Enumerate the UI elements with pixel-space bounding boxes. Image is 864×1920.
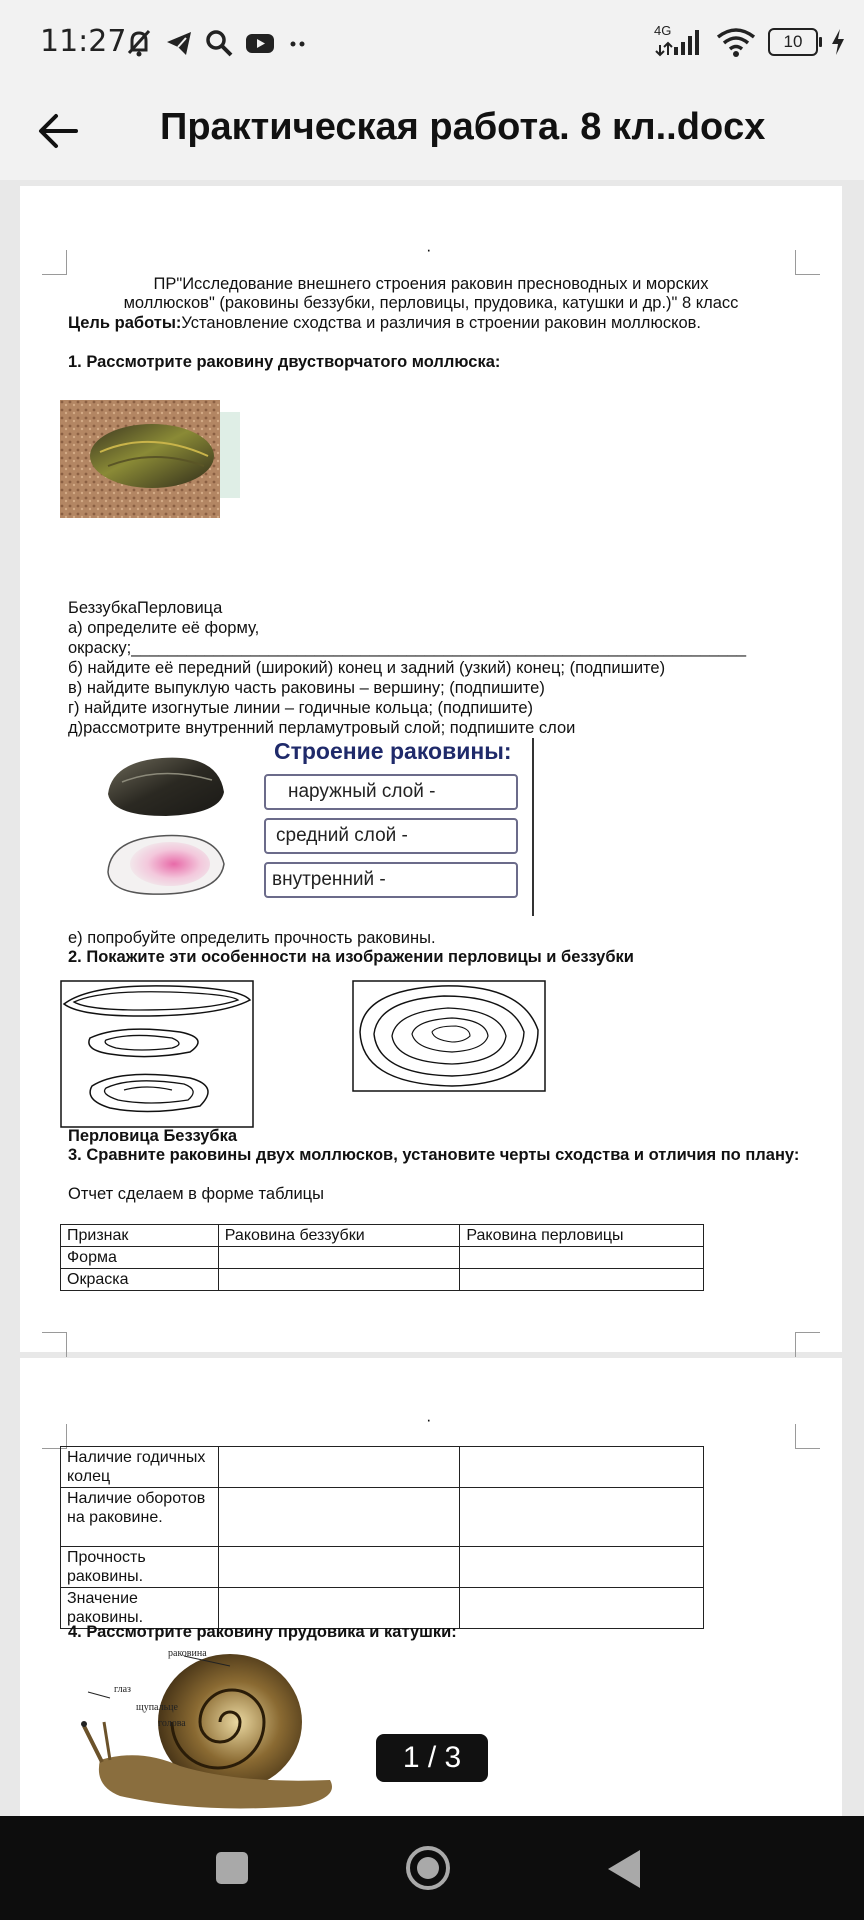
snail-label-tentacle: щупальце xyxy=(136,1702,178,1713)
species-names: БеззубкаПерловица xyxy=(68,599,223,617)
corner-mark xyxy=(795,1424,820,1449)
pearl-mussel-outline xyxy=(60,980,254,1128)
caption-2: Перловица Беззубка xyxy=(68,1127,238,1145)
mussel-photo xyxy=(60,400,260,520)
more-dots-icon xyxy=(286,28,310,58)
goal-line xyxy=(68,313,701,333)
table-cell xyxy=(218,1447,460,1488)
table-row xyxy=(61,1447,704,1488)
task-2: 2. Покажите эти особенности на изображении перловицы и беззубки xyxy=(68,948,634,966)
item-a-line-2: окраску;___________________________________________________________________ xyxy=(68,639,747,657)
item-d: д)рассмотрите внутренний перламутровый слой; подпишите слои xyxy=(68,719,576,737)
header-cell: Раковина перловицы xyxy=(460,1225,704,1247)
corner-mark xyxy=(42,1332,67,1357)
table-row xyxy=(61,1547,704,1588)
system-nav-bar xyxy=(0,1816,864,1920)
inner-layer-label: внутренний - xyxy=(272,869,386,890)
table-cell xyxy=(218,1247,460,1269)
comparison-table-continued xyxy=(60,1446,704,1629)
figure-divider xyxy=(532,738,534,916)
table-row xyxy=(61,1488,704,1547)
table-header-row xyxy=(61,1225,704,1247)
outer-layer-label: наружный слой - xyxy=(288,781,436,802)
recents-square-icon[interactable] xyxy=(216,1852,248,1884)
table-cell xyxy=(460,1247,704,1269)
status-bar xyxy=(0,0,864,86)
document-page-1 xyxy=(20,186,842,1352)
inner-layer-box xyxy=(264,862,518,898)
table-cell xyxy=(460,1547,704,1588)
middle-layer-label: средний слой - xyxy=(276,825,408,846)
corner-mark xyxy=(795,1332,820,1357)
shell-images xyxy=(102,744,232,914)
structure-heading: Строение раковины: xyxy=(274,738,512,764)
bell-off-icon xyxy=(124,28,154,58)
task-4: 4. Рассмотрите раковину прудовика и катушки: xyxy=(68,1623,457,1641)
comparison-table xyxy=(60,1224,704,1291)
page-dot: · xyxy=(426,1411,432,1429)
app-bar xyxy=(0,86,864,180)
table-cell xyxy=(460,1588,704,1629)
youtube-icon xyxy=(244,28,276,58)
wifi-icon xyxy=(716,25,756,59)
table-cell xyxy=(218,1269,460,1291)
table-cell: Прочность раковины. xyxy=(61,1547,219,1588)
item-a-line-1: а) определите её форму, xyxy=(68,619,260,637)
network-type: 4G xyxy=(654,23,672,38)
table-cell xyxy=(218,1547,460,1588)
home-circle-icon[interactable] xyxy=(404,1844,452,1892)
snail-illustration xyxy=(80,1648,360,1818)
back-triangle-icon[interactable] xyxy=(606,1848,642,1890)
report-text: Отчет сделаем в форме таблицы xyxy=(68,1185,324,1203)
shell-structure-figure xyxy=(102,738,522,916)
signal-icon xyxy=(654,25,704,59)
header-cell: Признак xyxy=(61,1225,219,1247)
work-title-line-2: моллюсков" (раковины беззубки, перловицы, прудовика, катушки и др.)" 8 класс xyxy=(123,294,739,312)
goal-text: Установление сходства и различия в строении раковин моллюсков. xyxy=(181,314,701,332)
charging-icon xyxy=(830,27,846,57)
snail-label-shell: раковина xyxy=(168,1648,207,1659)
battery-icon: 10 xyxy=(768,28,818,56)
document-title: Практическая работа. 8 кл..docx xyxy=(160,106,766,148)
table-cell: Окраска xyxy=(61,1269,219,1291)
telegram-icon xyxy=(164,28,194,58)
snail-label-eye: глаз xyxy=(114,1684,131,1695)
toothless-mussel-outline xyxy=(352,980,546,1092)
snail-drawing xyxy=(80,1648,360,1818)
middle-layer-box xyxy=(264,818,518,854)
search-icon xyxy=(204,28,234,58)
item-g: г) найдите изогнутые линии – годичные кольца; (подпишите) xyxy=(68,699,534,717)
corner-mark xyxy=(795,250,820,275)
item-v: в) найдите выпуклую часть раковины – вершину; (подпишите) xyxy=(68,679,545,697)
task-1: 1. Рассмотрите раковину двустворчатого моллюска: xyxy=(68,353,501,371)
item-e: е) попробуйте определить прочность раковины. xyxy=(68,929,436,947)
status-notification-icons xyxy=(124,26,310,60)
table-cell xyxy=(460,1447,704,1488)
table-row xyxy=(61,1247,704,1269)
table-cell xyxy=(218,1488,460,1547)
item-b: б) найдите её передний (широкий) конец и задний (узкий) конец; (подпишите) xyxy=(68,659,666,677)
header-cell: Раковина беззубки xyxy=(218,1225,460,1247)
table-cell xyxy=(460,1488,704,1547)
table-cell xyxy=(460,1269,704,1291)
table-cell: Значение раковины. xyxy=(61,1588,219,1629)
table-row xyxy=(61,1269,704,1291)
status-time: 11:27 xyxy=(40,24,127,59)
goal-label: Цель работы: xyxy=(68,314,182,332)
status-system-icons xyxy=(654,24,846,60)
table-cell: Форма xyxy=(61,1247,219,1269)
outer-layer-box xyxy=(264,774,518,810)
page-indicator: 1 / 3 xyxy=(376,1734,488,1782)
page-dot: · xyxy=(426,241,432,259)
arrow-left-icon[interactable] xyxy=(34,106,84,156)
corner-mark xyxy=(42,250,67,275)
table-cell: Наличие годичных колец xyxy=(61,1447,219,1488)
snail-label-head: голова xyxy=(158,1718,186,1729)
work-title-line-1: ПР"Исследование внешнего строения раковин пресноводных и морских xyxy=(153,275,709,293)
table-cell: Наличие оборотов на раковине. xyxy=(61,1488,219,1547)
task-3: 3. Сравните раковины двух моллюсков, установите черты сходства и отличия по плану: xyxy=(68,1146,800,1164)
